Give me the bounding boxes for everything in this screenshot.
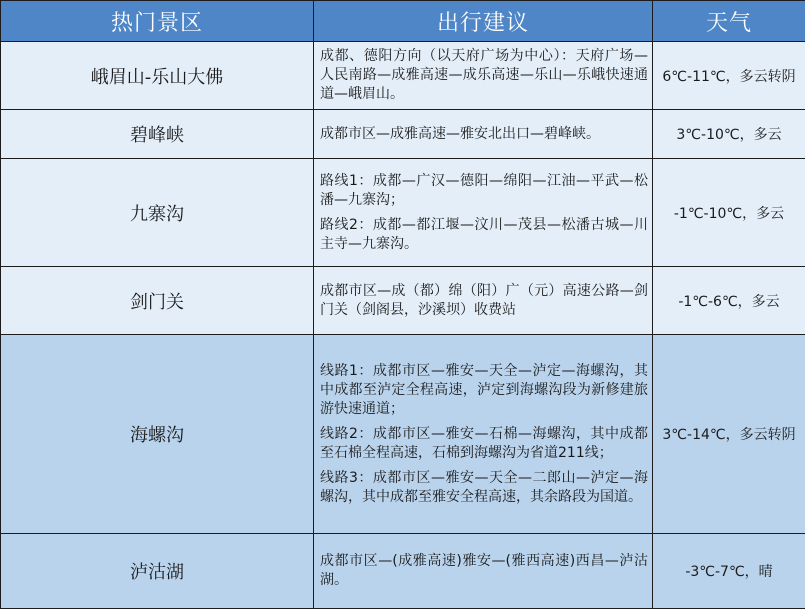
route-text: 成都市区—成（都）绵（阳）广（元）高速公路—剑门关（剑阁县，沙溪坝）收费站 [320,282,648,318]
route-text: 路线2：成都—都江堰—汶川—茂县—松潘古城—川主寺—九寨沟。 [320,216,648,252]
header-route: 出行建议 [314,1,653,42]
route-cell [314,534,653,609]
weather-cell: 3℃-10℃，多云 [653,110,805,159]
header-weather: 天气 [653,1,805,42]
table-row [1,110,805,159]
table-row [1,159,805,267]
spot-name: 九寨沟 [1,159,314,267]
route-text: 线路1：成都市区—雅安—天全—泸定—海螺沟，其中成都至泸定全程高速，泸定到海螺沟段为新修建旅游快速通道； [320,362,648,417]
weather-cell: -1℃-10℃，多云 [653,159,805,267]
route-cell [314,267,653,335]
table-row [1,534,805,609]
weather-cell: 3℃-14℃，多云转阴 [653,335,805,534]
route-text: 路线1：成都—广汉—德阳—绵阳—江油—平武—松潘—九寨沟； [320,172,648,208]
route-text: 成都、德阳方向（以天府广场为中心）：天府广场—人民南路—成雅高速—成乐高速—乐山—乐峨快速通道—峨眉山。 [320,48,648,102]
route-cell [314,335,653,534]
weather-cell: 6℃-11℃，多云转阴 [653,42,805,110]
route-text: 线路2：成都市区—雅安—石棉—海螺沟，其中成都至石棉全程高速，石棉到海螺沟为省道211线； [320,425,648,461]
table-row [1,42,805,110]
route-text: 成都市区—(成雅高速)雅安—(雅西高速)西昌—泸沽湖。 [320,553,648,588]
weather-cell: -1℃-6℃，多云 [653,267,805,335]
route-cell [314,159,653,267]
route-text: 线路3：成都市区—雅安—天全—二郎山—泸定—海螺沟，其中成都至雅安全程高速，其余路段为国道。 [320,469,648,505]
table-row [1,267,805,335]
route-text: 成都市区—成雅高速—雅安北出口—碧峰峡。 [320,125,600,142]
spot-name: 峨眉山-乐山大佛 [1,42,314,110]
header-spot: 热门景区 [1,1,314,42]
route-cell [314,110,653,159]
route-cell [314,42,653,110]
spot-name: 剑门关 [1,267,314,335]
table-row [1,335,805,534]
header-row [1,1,805,42]
weather-cell: -3℃-7℃，晴 [653,534,805,609]
spot-name: 海螺沟 [1,335,314,534]
spot-name: 泸沽湖 [1,534,314,609]
spot-name: 碧峰峡 [1,110,314,159]
